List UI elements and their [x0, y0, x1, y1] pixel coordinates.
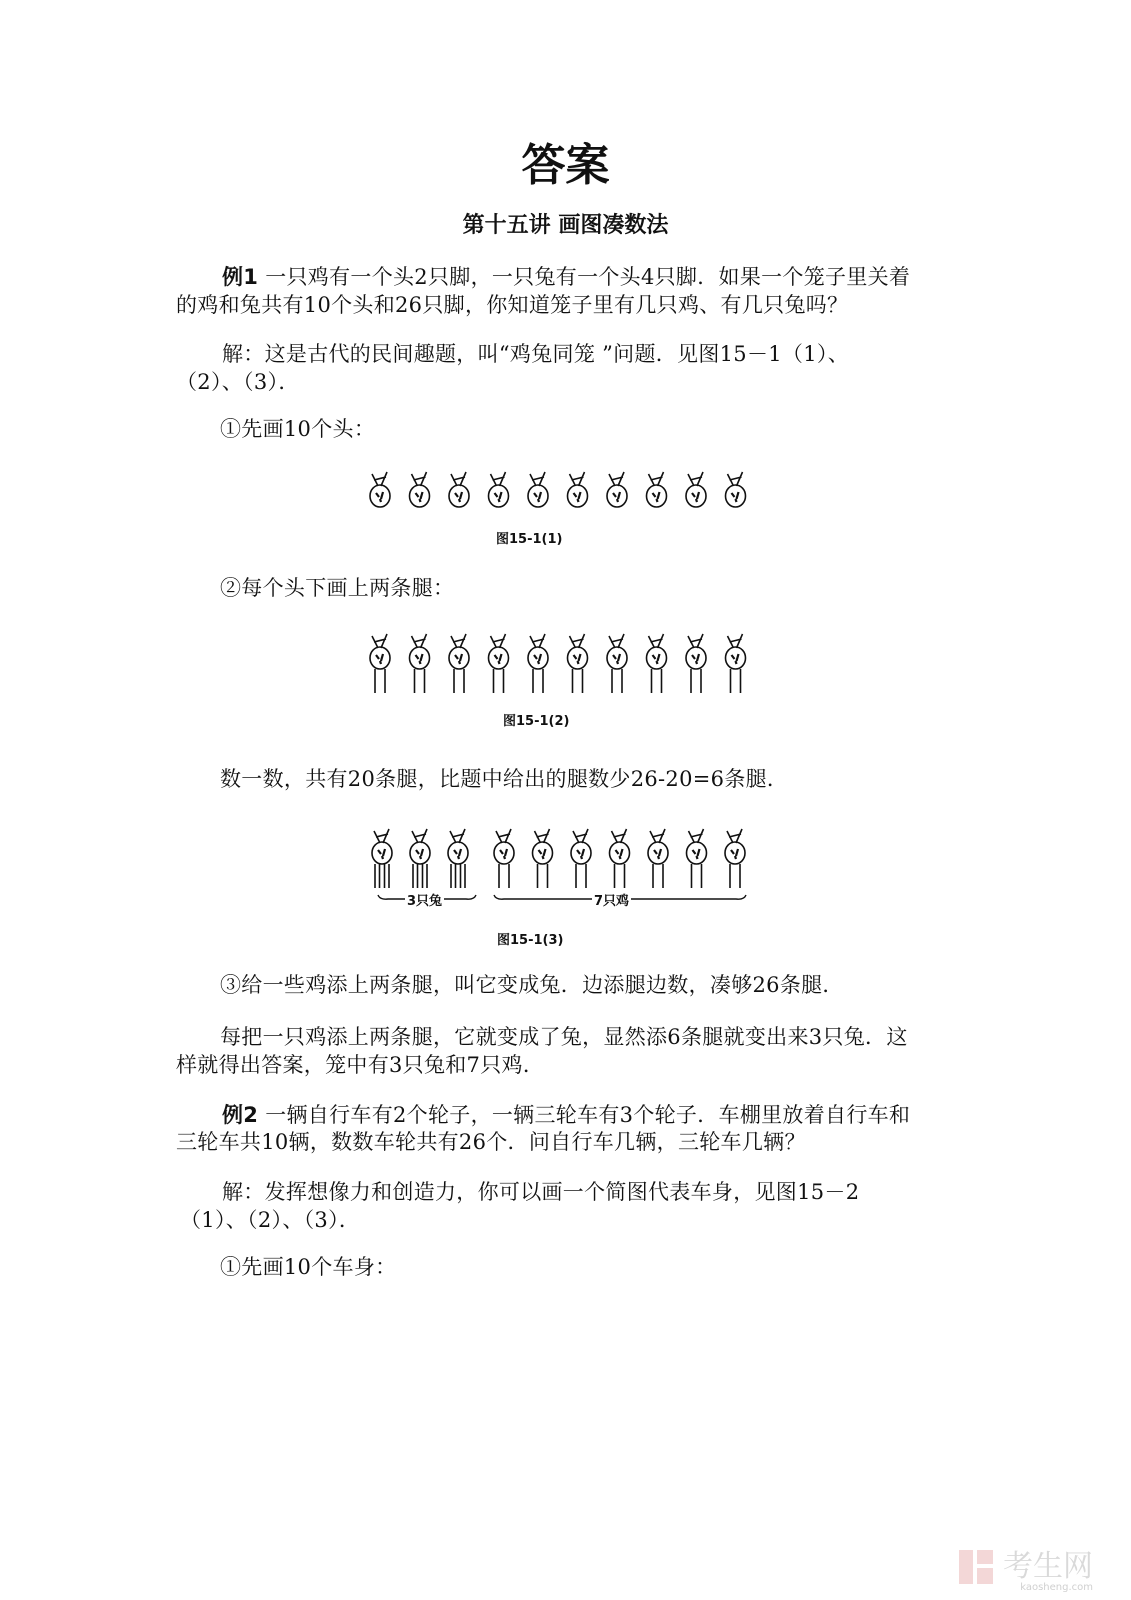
- example2-line1: [222, 1100, 910, 1130]
- two-legs-icon: [538, 864, 548, 888]
- four-legs-icon: [375, 864, 389, 888]
- two-legs-icon: [415, 669, 425, 693]
- two-legs-icon: [454, 669, 464, 693]
- two-legs-icon: [612, 669, 622, 693]
- figure3-chicken-label: 7只鸡: [592, 890, 631, 909]
- four-legs-icon: [413, 864, 427, 888]
- head-icon: [686, 472, 706, 507]
- head-icon: [607, 634, 627, 669]
- head-icon: [647, 472, 667, 507]
- chicken-head-icon: [571, 829, 591, 864]
- chicken-head-icon: [533, 829, 553, 864]
- two-legs-icon: [615, 864, 625, 888]
- watermark: [957, 1548, 1093, 1593]
- figure1-caption: 图15-1(1): [496, 532, 563, 547]
- example2-solution-line2: （1）、（2）、（3）．: [180, 1208, 361, 1232]
- head-icon: [686, 634, 706, 669]
- figure3-caption: 图15-1(3): [497, 933, 564, 948]
- rabbit-head-icon: [410, 829, 430, 864]
- head-icon: [410, 472, 430, 507]
- head-icon: [528, 634, 548, 669]
- example1-text-line1: 一只鸡有一个头2只脚，一只兔有一个头4只脚．如果一个笼子里关着: [265, 265, 911, 289]
- document-title: 答案: [521, 140, 610, 191]
- head-icon: [568, 634, 588, 669]
- example2-label: 例2: [222, 1103, 259, 1127]
- example1-label: 例1: [222, 265, 259, 289]
- chicken-head-icon: [494, 829, 514, 864]
- head-icon: [726, 472, 746, 507]
- example1-step2: ②每个头下画上两条腿：: [220, 576, 455, 600]
- example2-text-line2: 三轮车共10辆，数数车轮共有26个．问自行车几辆，三轮车几辆？: [176, 1130, 806, 1154]
- figure-heads: [350, 462, 770, 524]
- rabbit-head-icon: [448, 829, 468, 864]
- two-legs-icon: [533, 669, 543, 693]
- two-legs-icon: [494, 669, 504, 693]
- two-legs-icon: [730, 864, 740, 888]
- example2-text-line1: 一辆自行车有2个轮子，一辆三轮车有3个轮子．车棚里放着自行车和: [265, 1103, 911, 1127]
- lecture-title: 第十五讲 画图凑数法: [462, 213, 669, 238]
- chicken-head-icon: [687, 829, 707, 864]
- example1-line1: [222, 262, 910, 292]
- example1-step1: ①先画10个头：: [220, 417, 376, 441]
- two-legs-icon: [692, 864, 702, 888]
- kaosheng-logo-icon: [957, 1548, 995, 1586]
- example2-step1: ①先画10个车身：: [220, 1255, 397, 1279]
- two-legs-icon: [653, 864, 663, 888]
- head-icon: [647, 634, 667, 669]
- chicken-head-icon: [725, 829, 745, 864]
- example1-conclusion-line1: 每把一只鸡添上两条腿，它就变成了兔，显然添6条腿就变出来3只兔．这: [220, 1025, 908, 1049]
- example1-step3: ③给一些鸡添上两条腿，叫它变成兔．边添腿边数，凑够26条腿．: [220, 973, 844, 997]
- example1-conclusion-line2: 样就得出答案，笼中有3只兔和7只鸡．: [176, 1053, 545, 1077]
- head-icon: [726, 634, 746, 669]
- head-icon: [449, 472, 469, 507]
- two-legs-icon: [573, 669, 583, 693]
- example1-solution-line1: 解：这是古代的民间趣题，叫“鸡兔同笼 ”问题．见图15－1（1）、: [222, 342, 849, 366]
- head-icon: [370, 634, 390, 669]
- example1-solution-line2: （2）、（3）．: [176, 370, 300, 394]
- head-icon: [370, 472, 390, 507]
- head-icon: [489, 472, 509, 507]
- watermark-text: 考生网: [1003, 1549, 1093, 1584]
- head-icon: [449, 634, 469, 669]
- two-legs-icon: [499, 864, 509, 888]
- figure-heads-two-legs: [350, 626, 770, 698]
- head-icon: [410, 634, 430, 669]
- chicken-head-icon: [610, 829, 630, 864]
- four-legs-icon: [451, 864, 465, 888]
- head-icon: [568, 472, 588, 507]
- head-icon: [528, 472, 548, 507]
- rabbit-head-icon: [372, 829, 392, 864]
- two-legs-icon: [576, 864, 586, 888]
- two-legs-icon: [652, 669, 662, 693]
- two-legs-icon: [691, 669, 701, 693]
- two-legs-icon: [375, 669, 385, 693]
- figure3-rabbit-label: 3只兔: [405, 890, 444, 909]
- figure2-caption: 图15-1(2): [503, 714, 570, 729]
- example1-count-text: 数一数，共有20条腿，比题中给出的腿数少26-20=6条腿．: [220, 767, 789, 791]
- chicken-head-icon: [648, 829, 668, 864]
- head-icon: [489, 634, 509, 669]
- example2-solution-line1: 解：发挥想像力和创造力，你可以画一个简图代表车身，见图15－2: [222, 1180, 860, 1204]
- head-icon: [607, 472, 627, 507]
- watermark-url: kaosheng.com: [1020, 1582, 1093, 1593]
- example1-text-line2: 的鸡和兔共有10个头和26只脚，你知道笼子里有几只鸡、有几只兔吗？: [176, 293, 849, 317]
- two-legs-icon: [731, 669, 741, 693]
